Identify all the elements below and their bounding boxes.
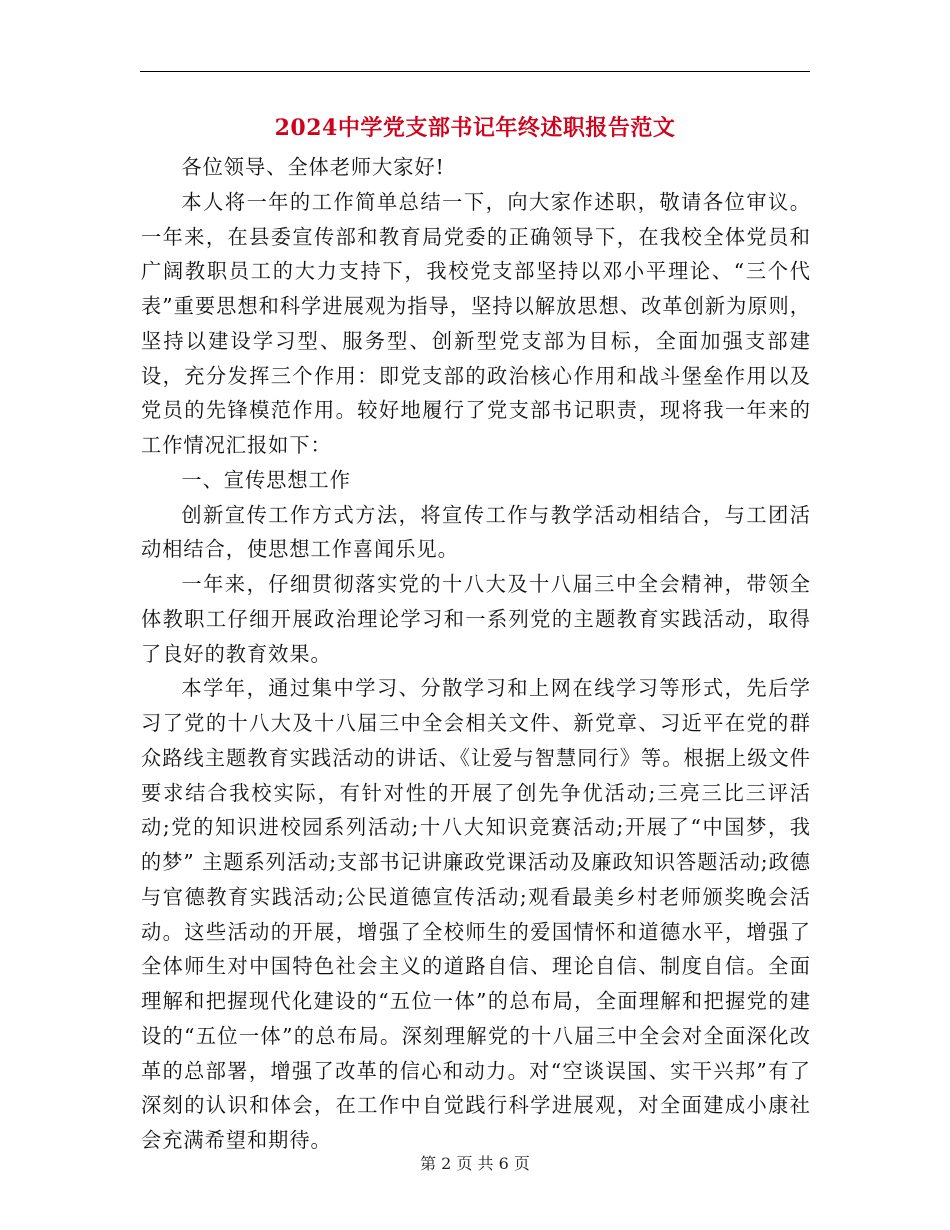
- paragraph-introduction: 本人将一年的工作简单总结一下，向大家作述职，敬请各位审议。一年来，在县委宣传部和教育局党委的正确领导下，在我校全体党员和广阔教职员工的大力支持下，我校党支部坚持以邓小平理论、“三个代表”重要思想和科学进展观为指导，坚持以解放思想、改革创新为原则，坚持以建设学习型、服务型、创新型党支部为目标，全面加强支部建设，充分发挥三个作用：即党支部的政治核心作用和战斗堡垒作用以及党员的先锋模范作用。较好地履行了党支部书记职责，现将我一年来的工作情况汇报如下：: [141, 189, 811, 457]
- document-body: [141, 150, 811, 1158]
- header-rule: [140, 71, 810, 72]
- paragraph-propaganda-methods: 创新宣传工作方式方法，将宣传工作与教学活动相结合，与工团活动相结合，使思想工作喜闻乐见。: [141, 502, 811, 562]
- paragraph-greeting: 各位领导、全体老师大家好!: [181, 155, 445, 179]
- page-number: 第 2 页 共 6 页: [420, 1154, 530, 1173]
- section-heading-propaganda: 一、宣传思想工作: [181, 467, 351, 492]
- paragraph-year-review: 一年来，仔细贯彻落实党的十八大及十八届三中全会精神，带领全体教职工仔细开展政治理论学习和一系列党的主题教育实践活动，取得了良好的教育效果。: [141, 572, 811, 666]
- document-title: 2024中学党支部书记年终述职报告范文: [274, 115, 676, 141]
- paragraph-study-activities: 本学年，通过集中学习、分散学习和上网在线学习等形式，先后学习了党的十八大及十八届三中全会相关文件、新党章、习近平在党的群众路线主题教育实践活动的讲话、《让爱与智慧同行》等。根据上级文件要求结合我校实际，有针对性的开展了创先争优活动;三亮三比三评活动;党的知识进校园系列活动;十八大知识竞赛活动;开展了“中国梦，我的梦” 主题系列活动;支部书记讲廉政党课活动及廉政知识答题活动;政德与官德教育实践活动;公民道德宣传活动;观看最美乡村老师颁奖晚会活动。这些活动的开展，增强了全校师生的爱国情怀和道德水平，增强了全体师生对中国特色社会主义的道路自信、理论自信、制度自信。全面理解和把握现代化建设的“五位一体”的总布局，全面理解和把握党的建设的“五位一体”的总布局。深刻理解党的十八届三中全会对全面深化改革的总部署，增强了改革的信心和动力。对“空谈误国、实干兴邦”有了深刻的认识和体会，在工作中自觉践行科学进展观，对全面建成小康社会充满希望和期待。: [141, 676, 811, 1152]
